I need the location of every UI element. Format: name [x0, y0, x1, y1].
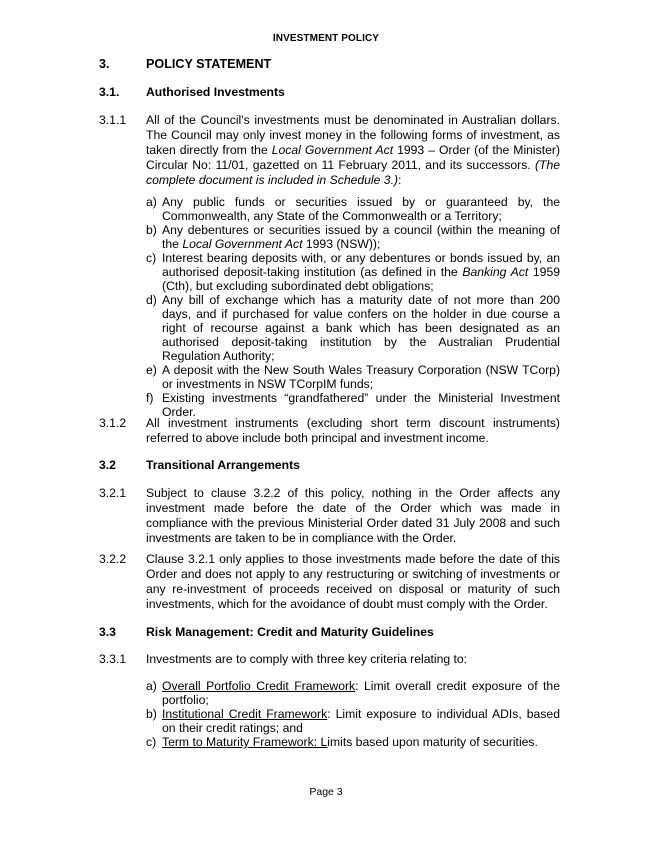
list-text: Existing investments “grandfathered” under the Ministerial Investment Order. — [162, 391, 560, 419]
list-item — [146, 363, 560, 391]
clause-number: 3.1.2 — [99, 416, 127, 430]
page-header: INVESTMENT POLICY — [272, 33, 380, 44]
list-text: Any debentures or securities issued by a council (within the meaning of the — [162, 223, 560, 251]
list-label: b) — [146, 223, 157, 237]
list-label: a) — [146, 195, 157, 209]
framework-name: Term to Maturity Framework: L — [162, 735, 328, 749]
subsection-title: Authorised Investments — [146, 85, 285, 99]
list-text: 1993 (NSW)); — [302, 237, 381, 251]
list-label: a) — [146, 679, 157, 693]
risk-criteria-list — [146, 679, 560, 749]
clause-number: 3.2.2 — [99, 552, 127, 566]
list-text: Interest bearing deposits with, or any debentures or bonds issued by, an authorised deposit-taking institution (as defined in the — [162, 251, 560, 279]
clause-text-part: 1993 – Order (of the Minister) Circular No: 11/01, gazetted on 11 February 2011, and its successors. — [146, 143, 561, 172]
framework-name: Overall Portfolio Credit Framework — [162, 679, 356, 693]
act-name: Local Government Act — [271, 143, 394, 157]
list-label: d) — [146, 293, 157, 307]
list-item — [146, 707, 560, 735]
clause-text-part: : — [398, 173, 402, 187]
subsection-number: 3.2 — [99, 458, 116, 472]
clause-number: 3.3.1 — [99, 652, 127, 666]
section-title: POLICY STATEMENT — [146, 57, 272, 71]
list-label: c) — [146, 735, 157, 749]
list-text: Any public funds or securities issued by or guaranteed by, the Commonwealth, any State of the Commonwealth or a Territory; — [162, 195, 560, 223]
act-name: Local Government Act — [182, 237, 303, 251]
list-item — [146, 223, 560, 251]
list-label: e) — [146, 363, 157, 377]
clause-text: Subject to clause 3.2.2 of this policy, nothing in the Order affects any investment made before the date of the Order which was made in compliance with the previous Ministerial Order dated 31 July 2008 and such investments are taken to be in compliance with the Order. — [146, 486, 560, 545]
list-text: Any bill of exchange which has a maturity date of not more than 200 days, and if purchased for value confers on the holder in due course a right of recourse against a bank which has been designated as an authorised deposit-taking institution by the Australian Prudential Regulation Authority; — [162, 293, 560, 363]
list-text: 1959 (Cth), but excluding subordinated debt obligations; — [162, 265, 561, 293]
subsection-number: 3.1. — [99, 85, 120, 99]
clause-text-part: All of the Council's investments must be denominated in Australian dollars. The Council may only invest money in the following forms of investment, as taken directly from the — [146, 113, 560, 157]
clause-text: All investment instruments (excluding short term discount instruments) referred to above include both principal and investment income. — [146, 416, 560, 445]
list-item — [146, 391, 560, 419]
section-number: 3. — [99, 57, 110, 71]
subsection-number: 3.3 — [99, 625, 116, 639]
subsection-title: Transitional Arrangements — [146, 458, 300, 472]
clause-number: 3.2.1 — [99, 486, 127, 500]
list-text: : Limit overall credit exposure of the portfolio; — [162, 679, 560, 707]
clause-text — [146, 113, 560, 188]
list-text: : Limit exposure to individual ADIs, based on their credit ratings; and — [162, 707, 560, 735]
subsection-title: Risk Management: Credit and Maturity Guidelines — [146, 625, 434, 639]
list-item — [146, 251, 560, 293]
list-label: f) — [146, 391, 154, 405]
list-label: b) — [146, 707, 157, 721]
clause-text: Investments are to comply with three key criteria relating to: — [146, 652, 468, 666]
clause-number: 3.1.1 — [99, 113, 127, 127]
list-text: A deposit with the New South Wales Treasury Corporation (NSW TCorp) or investments in NSW TCorpIM funds; — [162, 363, 560, 391]
framework-name: Institutional Credit Framework — [162, 707, 328, 721]
clause-text: Clause 3.2.1 only applies to those investments made before the date of this Order and does not apply to any restructuring or switching of investments or any re-investment of proceeds received on disposal or maturity of such investments, which for the avoidance of doubt must comply with the Order. — [146, 552, 560, 611]
list-item — [146, 293, 560, 363]
list-item — [146, 679, 560, 707]
list-item — [146, 735, 560, 749]
act-name: Banking Act — [462, 265, 529, 279]
page-number: Page 3 — [309, 786, 343, 798]
authorised-investments-list — [146, 195, 560, 419]
list-label: c) — [146, 251, 157, 265]
list-text: imits based upon maturity of securities. — [327, 735, 538, 749]
schedule-note: (The complete document is included in Schedule 3.) — [146, 158, 560, 187]
list-item — [146, 195, 560, 223]
